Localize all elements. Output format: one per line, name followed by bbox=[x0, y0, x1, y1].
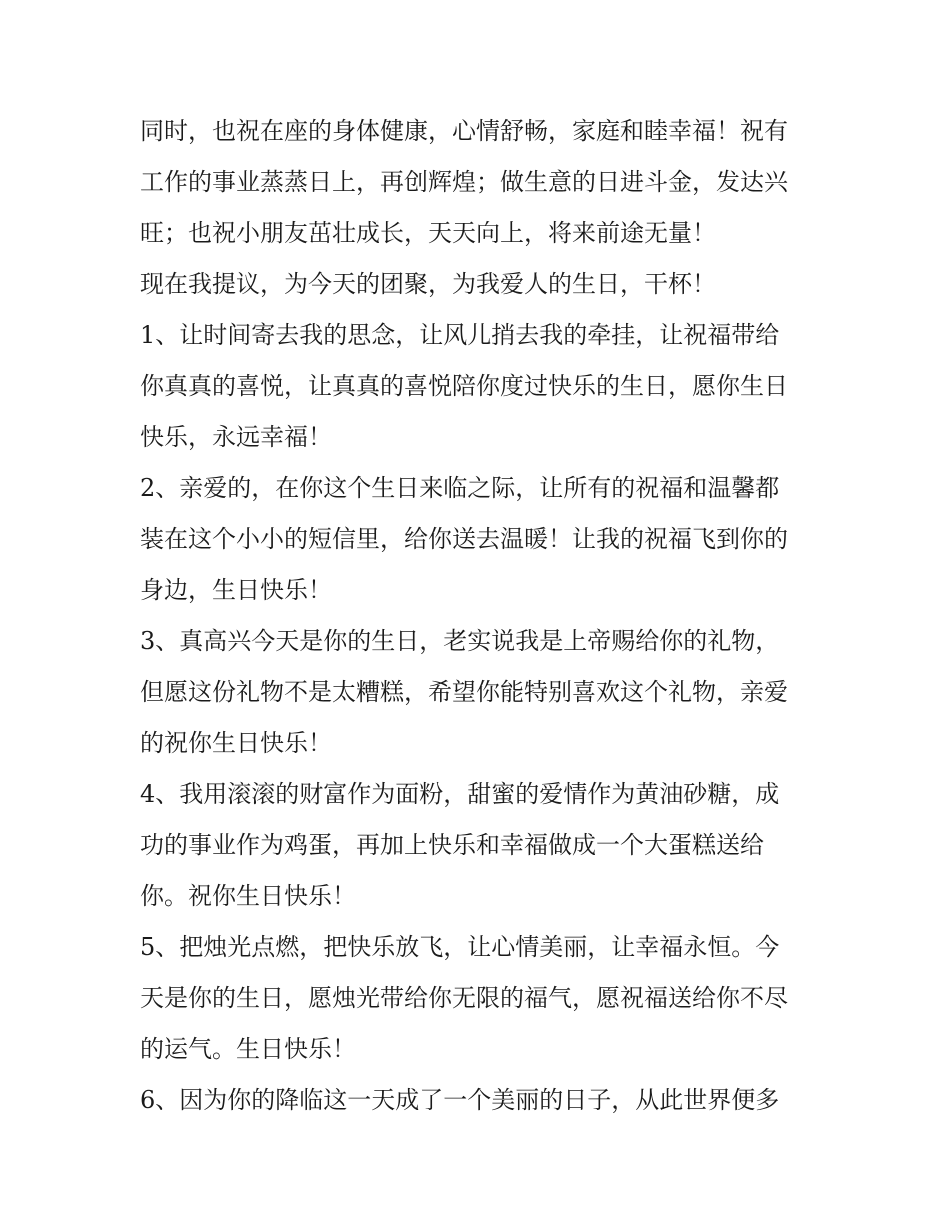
text-line: 的祝你生日快乐！ bbox=[140, 729, 332, 757]
text-line: 1、让时间寄去我的思念，让风儿捎去我的牵挂，让祝福带给 bbox=[140, 321, 780, 349]
paragraph-wish-5 bbox=[140, 922, 820, 1075]
paragraph-wish-2 bbox=[140, 463, 820, 616]
paragraph-toast bbox=[140, 259, 820, 310]
paragraph-wish-1 bbox=[140, 310, 820, 463]
text-line: 你真真的喜悦，让真真的喜悦陪你度过快乐的生日，愿你生日 bbox=[140, 372, 788, 400]
text-line: 的运气。生日快乐！ bbox=[140, 1035, 356, 1063]
text-line: 3、真高兴今天是你的生日，老实说我是上帝赐给你的礼物， bbox=[140, 627, 780, 655]
paragraph-wish-3 bbox=[140, 616, 820, 769]
text-line: 装在这个小小的短信里，给你送去温暖！让我的祝福飞到你的 bbox=[140, 525, 788, 553]
text-line: 天是你的生日，愿烛光带给你无限的福气，愿祝福送给你不尽 bbox=[140, 984, 788, 1012]
text-line: 身边，生日快乐！ bbox=[140, 576, 332, 604]
text-line: 快乐，永远幸福！ bbox=[140, 423, 332, 451]
paragraph-wish-4 bbox=[140, 769, 820, 922]
text-line: 5、把烛光点燃，把快乐放飞，让心情美丽，让幸福永恒。今 bbox=[140, 933, 780, 961]
text-line: 同时，也祝在座的身体健康，心情舒畅，家庭和睦幸福！祝有 bbox=[140, 117, 788, 145]
text-line: 功的事业作为鸡蛋，再加上快乐和幸福做成一个大蛋糕送给 bbox=[140, 831, 764, 859]
text-line: 但愿这份礼物不是太糟糕，希望你能特别喜欢这个礼物，亲爱 bbox=[140, 678, 788, 706]
text-line: 4、我用滚滚的财富作为面粉，甜蜜的爱情作为黄油砂糖，成 bbox=[140, 780, 780, 808]
text-line: 现在我提议，为今天的团聚，为我爱人的生日，干杯！ bbox=[140, 270, 716, 298]
text-line: 工作的事业蒸蒸日上，再创辉煌；做生意的日进斗金，发达兴 bbox=[140, 168, 788, 196]
text-line: 2、亲爱的，在你这个生日来临之际，让所有的祝福和温馨都 bbox=[140, 474, 780, 502]
paragraph-wish-6 bbox=[140, 1075, 820, 1126]
paragraph-blessing-guests bbox=[140, 106, 820, 259]
text-line: 你。祝你生日快乐！ bbox=[140, 882, 356, 910]
text-line: 6、因为你的降临这一天成了一个美丽的日子，从此世界便多 bbox=[140, 1086, 780, 1114]
document-body bbox=[140, 106, 820, 1126]
text-line: 旺；也祝小朋友茁壮成长，天天向上，将来前途无量！ bbox=[140, 219, 716, 247]
